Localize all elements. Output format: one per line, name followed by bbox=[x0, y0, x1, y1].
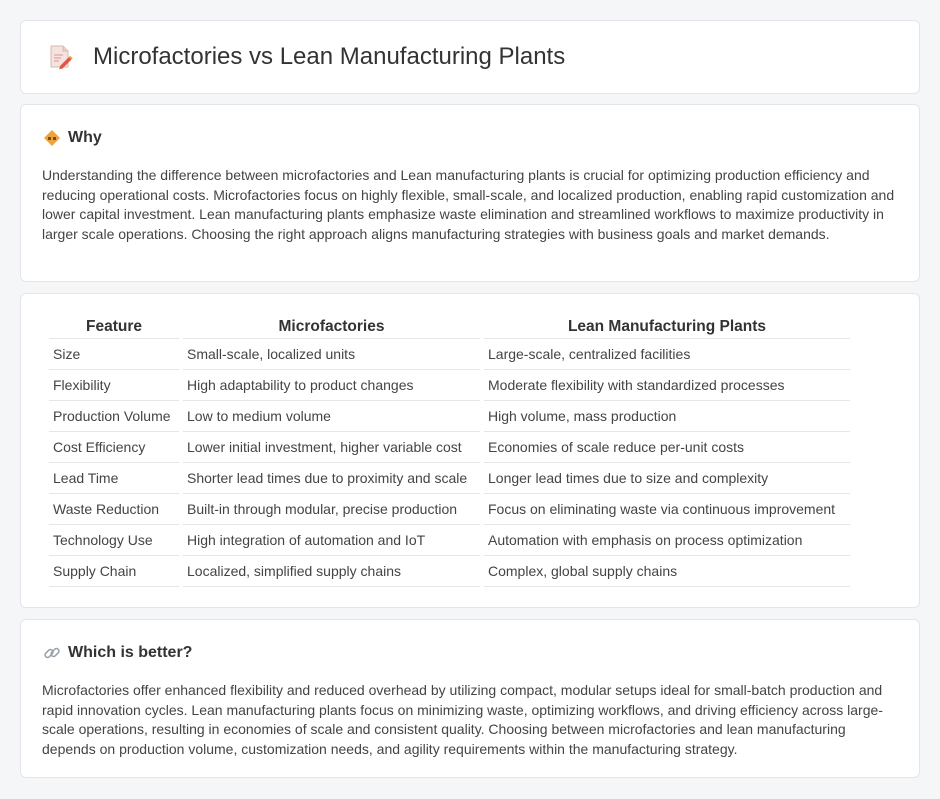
why-section bbox=[20, 104, 920, 282]
lean-cell: Economies of scale reduce per-unit costs bbox=[484, 432, 850, 463]
diamond-warning-icon bbox=[43, 129, 61, 147]
feature-cell: Lead Time bbox=[49, 463, 179, 494]
table-header-row bbox=[49, 314, 850, 339]
better-heading: Which is better? bbox=[68, 644, 193, 661]
microfactories-cell: Localized, simplified supply chains bbox=[183, 556, 480, 587]
table-row bbox=[49, 370, 850, 401]
feature-cell: Flexibility bbox=[49, 370, 179, 401]
table-row bbox=[49, 432, 850, 463]
feature-cell: Cost Efficiency bbox=[49, 432, 179, 463]
table-row bbox=[49, 339, 850, 370]
microfactories-cell: Built-in through modular, precise production bbox=[183, 494, 480, 525]
comparison-table bbox=[45, 314, 854, 587]
comparison-section bbox=[20, 293, 920, 608]
lean-cell: Automation with emphasis on process optimization bbox=[484, 525, 850, 556]
table-row bbox=[49, 525, 850, 556]
why-heading: Why bbox=[68, 129, 102, 146]
lean-cell: Large-scale, centralized facilities bbox=[484, 339, 850, 370]
header-feature: Feature bbox=[49, 314, 179, 339]
header-lean-plants: Lean Manufacturing Plants bbox=[484, 314, 850, 339]
microfactories-cell: Small-scale, localized units bbox=[183, 339, 480, 370]
why-text: Understanding the difference between microfactories and Lean manufacturing plants is crucial for optimizing production efficiency and reducing operational costs. Microfactories focus on highly flexible, small-scale, and localized production, enabling rapid customization and lower capital investment. Lean manufacturing plants emphasize waste elimination and streamlined workflows to maximize productivity in larger scale operations. Choosing the right approach aligns manufacturing strategies with business goals and market demands. bbox=[42, 167, 895, 242]
table-row bbox=[49, 494, 850, 525]
table-row bbox=[49, 463, 850, 494]
feature-cell: Waste Reduction bbox=[49, 494, 179, 525]
feature-cell: Technology Use bbox=[49, 525, 179, 556]
page-title: Microfactories vs Lean Manufacturing Plants bbox=[93, 43, 566, 70]
table-row bbox=[49, 556, 850, 587]
better-text: Microfactories offer enhanced flexibility and reduced overhead by utilizing compact, modular setups ideal for small-batch production and rapid innovation cycles. Lean manufacturing plants focus on minimizing waste, optimizing workflows, and driving efficiency across large-scale operations, resulting in economies of scale and consistent quality. Choosing between microfactories and lean manufacturing depends on production volume, customization needs, and agility requirements within the manufacturing strategy. bbox=[42, 682, 883, 757]
lean-cell: Focus on eliminating waste via continuous improvement bbox=[484, 494, 850, 525]
document-pencil-icon bbox=[47, 44, 73, 70]
microfactories-cell: Low to medium volume bbox=[183, 401, 480, 432]
lean-cell: Complex, global supply chains bbox=[484, 556, 850, 587]
microfactories-cell: Lower initial investment, higher variable cost bbox=[183, 432, 480, 463]
lean-cell: Moderate flexibility with standardized processes bbox=[484, 370, 850, 401]
microfactories-cell: Shorter lead times due to proximity and scale bbox=[183, 463, 480, 494]
header-microfactories: Microfactories bbox=[183, 314, 480, 339]
lean-cell: Longer lead times due to size and complexity bbox=[484, 463, 850, 494]
microfactories-cell: High adaptability to product changes bbox=[183, 370, 480, 401]
which-is-better-section bbox=[20, 619, 920, 778]
lean-cell: High volume, mass production bbox=[484, 401, 850, 432]
microfactories-cell: High integration of automation and IoT bbox=[183, 525, 480, 556]
feature-cell: Size bbox=[49, 339, 179, 370]
feature-cell: Production Volume bbox=[49, 401, 179, 432]
table-row bbox=[49, 401, 850, 432]
link-icon bbox=[43, 644, 61, 662]
title-card bbox=[20, 20, 920, 94]
feature-cell: Supply Chain bbox=[49, 556, 179, 587]
